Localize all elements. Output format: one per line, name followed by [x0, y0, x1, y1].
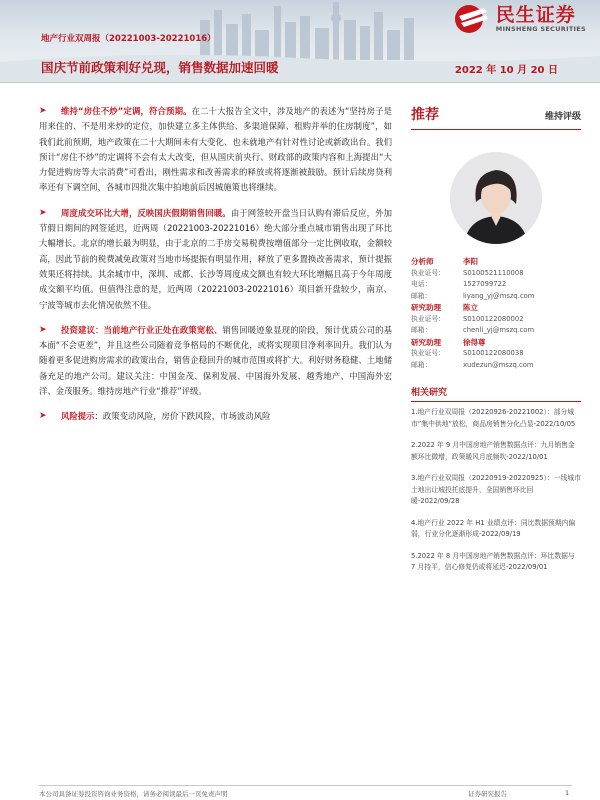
related-research-heading: 相关研究 — [411, 385, 581, 402]
arrow-bullet-icon: ➤ — [39, 411, 47, 422]
analyst-row — [411, 314, 581, 326]
analyst-role: 分析师 — [411, 257, 434, 266]
analyst-email: chenli_yj@mszq.com — [463, 326, 535, 334]
paragraph-lead: 维持“房住不炒”定调，符合预期。 — [61, 106, 192, 116]
related-research-item[interactable]: 2.2022 年 9 月中国房地产销售数据点评：九月销售金额环比微增，政策暖风月底频吹-2022/10/01 — [411, 441, 575, 461]
logo-chinese-text: 民生证券 — [495, 4, 576, 26]
footer-divider — [39, 785, 572, 786]
analyst-field-label: 电话： — [411, 280, 432, 288]
analyst-name: 徐得尊 — [463, 337, 486, 347]
paragraph-text: 销售回暖迹象显现的阶段，预计优质公司的基本面“不会更差”，并且这些公司随着竞争格局的不断优化，或将实现项目净利率回升。我们认为随着更多促进购房需求的政策出台，销售企稳回升的城市范围或将扩大。利好财务稳健、土地储备充足的地产公司。建议关注：中国金茂、保利发展、中国海外发展、越秀地产、中国海外宏洋、金茂服务。维持房地产行业“推荐”评级。 — [39, 324, 392, 397]
related-research-item[interactable]: 5.2022 年 8 月中国房地产销售数据点评：环比数据与 7 月持平，信心修复仍或将延迟-2022/09/01 — [411, 551, 575, 571]
analyst-role: 研究助理 — [411, 303, 441, 312]
minsheng-logo — [454, 4, 586, 34]
main-content — [39, 104, 392, 435]
sidebar — [411, 104, 581, 584]
paragraph-text: 由于网签较开盘当日认购有滞后反应，外加节假日期间的网签延迟，近两周（20221003-20221016）绝大部分重点城市销售出现了环比大幅增长。北京的增长最为明显，由于北京的二手房交易税费按增值部分一定比例收取，金额较高，因此节前的税费减免政策对当地市场提振有明显作用，释放了更多置换改善需求，预计提振效果还将持续。其余城市中，深圳、成都、长沙等周度成交额也有较大环比增幅且高于今年周度成交额平均值。但值得注意的是，近两周（20221003-20221016）项目新开盘较少，南京、宁波等城市去化情况依然不佳。 — [39, 207, 393, 310]
paragraph-risk — [39, 409, 392, 424]
related-research-item[interactable]: 1.地产行业双周报（20220926-20221002）：部分城市“集中供地”放松，商品房销售分化凸显-2022/10/05 — [411, 408, 576, 428]
footer-disclaimer: 本公司具备证券投资咨询业务资格，请务必阅读最后一页免责声明 — [39, 790, 228, 798]
paragraph-text: 政策变动风险，房价下跌风险，市场波动风险 — [102, 411, 271, 422]
arrow-bullet-icon: ➤ — [39, 207, 47, 218]
logo-english-text: MINSHENG SECURITIES — [495, 25, 586, 33]
arrow-bullet-icon: ➤ — [39, 324, 47, 335]
paragraph-text: 在二十大报告全文中，涉及地产的表述为“坚持房子是用来住的、不是用来炒的定位，加快建立多主体供给、多渠道保障、租购并举的住房制度”，如我们此前预期，地产政策在二十大期间未有大变化、也未就地产有针对性讨论或新政出台。我们预计“房住不炒”的定调将不会有太大改变，但从国庆前央行、财政部的政策内容和上海提出“大力促进购房等大宗消费”可看出，刚性需求和改善需求的释放或将逐渐被鼓励。预计后续房贷利率还有下调空间，各城市四批次集中拍地前后因城施策也将继续。 — [39, 106, 392, 193]
footer-label: 证券研究报告 — [468, 790, 507, 798]
paragraph-investment — [39, 323, 392, 399]
analyst-portrait-icon — [450, 152, 542, 244]
analyst-field-label: 执业证号： — [411, 314, 445, 323]
analyst-email: xudezun@mszq.com — [463, 360, 534, 369]
paragraph-lead: 投资建议：当前地产行业正处在政策宽松、 — [61, 324, 223, 335]
analyst-name: 李阳 — [463, 257, 478, 266]
analyst-field-label: 邮箱： — [411, 291, 432, 300]
analyst-role: 研究助理 — [411, 337, 441, 347]
arrow-bullet-icon: ➤ — [39, 106, 47, 116]
report-date: 2022 年 10 月 20 日 — [454, 65, 558, 76]
paragraph-lead: 风险提示： — [61, 411, 103, 422]
analyst-photo — [450, 152, 542, 244]
header-banner — [0, 0, 600, 82]
analyst-row — [411, 360, 581, 372]
analyst-field-label: 邮箱： — [411, 360, 432, 369]
paragraph-policy — [39, 104, 392, 196]
analyst-row — [411, 256, 581, 268]
analyst-row — [411, 302, 581, 314]
analyst-field-label: 邮箱： — [411, 326, 432, 334]
analyst-row — [411, 279, 581, 291]
analyst-field-value: S0100521110008 — [463, 268, 524, 277]
logo-mark-icon — [454, 4, 492, 34]
rating-label: 维持评级 — [544, 112, 581, 122]
recommend-label: 推荐 — [411, 107, 439, 123]
related-research-list — [411, 407, 581, 574]
paragraph-sales — [39, 206, 392, 313]
header-divider — [0, 82, 600, 83]
analyst-row — [411, 348, 581, 360]
paragraph-lead: 周度成交环比大增，反映国庆假期销售回暖。 — [61, 207, 231, 218]
analyst-field-value: S0100122080002 — [463, 314, 524, 323]
analyst-field-label: 执业证号： — [411, 268, 445, 277]
analyst-field-value: 1527099722 — [463, 280, 507, 288]
related-research-item[interactable]: 4.地产行业 2022 年 H1 业绩点评：同比数据预期内偏弱，行业分化逐渐形成-2022/09/19 — [411, 518, 576, 538]
analyst-name: 陈立 — [463, 303, 478, 312]
report-title: 国庆节前政策利好兑现，销售数据加速回暖 — [41, 60, 279, 75]
page-number: 1 — [565, 789, 570, 797]
related-research-item[interactable]: 3.地产行业双周报（20220919-20220925）：一线城市土地出让城投托底提升，全国销售环比回暖-2022/09/28 — [411, 474, 581, 505]
rating-row — [411, 104, 581, 130]
analyst-field-label: 执业证号： — [411, 349, 445, 357]
analyst-field-value: S0100122080038 — [463, 349, 524, 357]
analyst-row — [411, 268, 581, 280]
analyst-info — [411, 256, 581, 371]
analyst-row — [411, 337, 581, 349]
analyst-row — [411, 325, 581, 337]
analyst-email: liyang_yj@mszq.com — [463, 291, 535, 300]
report-type: 地产行业双周报（20221003-20221016） — [41, 34, 216, 44]
analyst-row — [411, 291, 581, 303]
